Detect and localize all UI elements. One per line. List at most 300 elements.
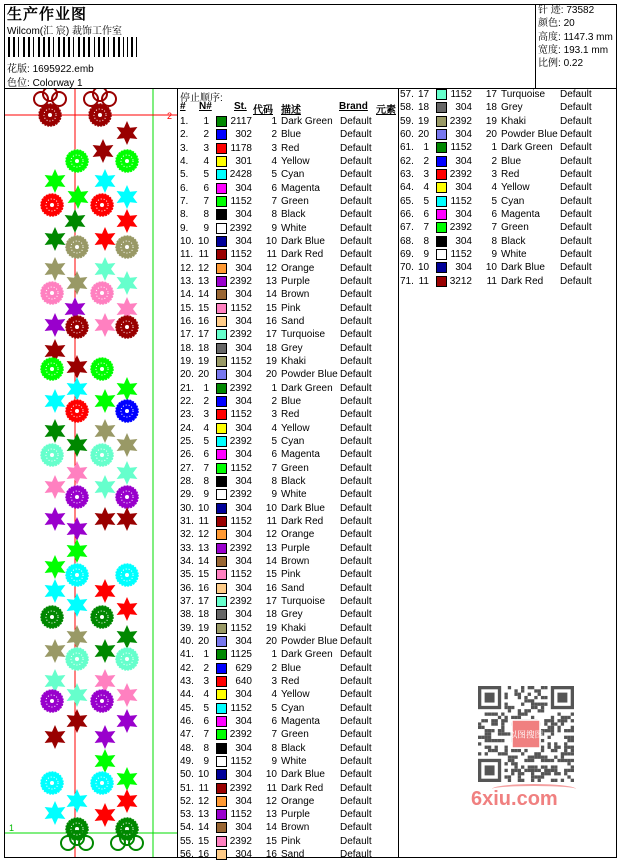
color-swatch	[216, 676, 227, 687]
table-row	[180, 355, 395, 368]
color-swatch	[216, 116, 227, 127]
qr-module	[504, 732, 507, 735]
star-motif	[117, 209, 138, 233]
stitch-count: 1152	[230, 755, 252, 767]
qr-module	[498, 739, 501, 742]
thread-brand: Default	[340, 662, 372, 674]
qr-module	[534, 703, 537, 706]
color-swatch	[436, 222, 447, 233]
qr-module	[485, 732, 488, 735]
star-motif	[117, 625, 138, 649]
stitch-count: 304	[235, 342, 252, 354]
qr-module	[538, 689, 541, 692]
thread-brand: Default	[340, 195, 372, 207]
needle-number: 9	[203, 222, 209, 234]
qr-module	[561, 756, 564, 759]
qr-module	[524, 769, 527, 772]
qr-module	[514, 693, 517, 696]
star-motif	[93, 139, 114, 163]
row-index: 28.	[180, 475, 194, 487]
star-motif	[45, 725, 66, 749]
thread-brand: Default	[560, 235, 592, 247]
qr-module	[571, 779, 574, 782]
barcode-bar	[113, 37, 115, 57]
qr-module	[538, 756, 541, 759]
needle-number: 2	[203, 395, 209, 407]
color-code: 5	[271, 169, 277, 181]
star-motif	[95, 257, 116, 281]
color-description: Green	[281, 195, 309, 207]
color-code: 12	[265, 262, 277, 274]
qr-module	[564, 716, 567, 719]
qr-module	[531, 756, 534, 759]
thread-brand: Default	[340, 395, 372, 407]
needle-number: 6	[203, 449, 209, 461]
color-code: 4	[271, 422, 277, 434]
stitch-count: 1152	[450, 195, 472, 207]
needle-number: 1	[203, 649, 209, 661]
needle-number: 4	[203, 689, 209, 701]
color-description: Dark Blue	[501, 262, 545, 274]
qr-code	[478, 686, 574, 782]
page-title: 生产作业图	[7, 6, 88, 23]
table-row	[180, 502, 395, 515]
col-header-description: 描述	[281, 105, 301, 116]
star-motif	[117, 789, 138, 813]
stat-value: 0.22	[563, 58, 584, 70]
qr-finder	[485, 765, 495, 775]
table-row	[400, 261, 615, 274]
qr-module	[504, 719, 507, 722]
qr-module	[548, 719, 551, 722]
color-code: 16	[265, 582, 277, 594]
qr-module	[518, 696, 521, 699]
qr-module	[557, 712, 560, 715]
qr-module	[528, 769, 531, 772]
preview-divider	[177, 88, 178, 858]
row-index: 19.	[180, 355, 194, 367]
row-index: 42.	[180, 662, 194, 674]
col-header-brand: Brand	[339, 101, 368, 112]
needle-number: 13	[198, 275, 210, 287]
thread-brand: Default	[340, 409, 372, 421]
embroidery-motifs	[34, 89, 143, 850]
row-index: 57.	[400, 89, 414, 100]
thread-brand: Default	[340, 782, 372, 794]
qr-module	[554, 742, 557, 745]
row-index: 52.	[180, 795, 194, 807]
qr-finder	[485, 693, 495, 703]
barcode-bar	[8, 37, 10, 57]
row-index: 10.	[180, 235, 194, 247]
table-row	[180, 435, 395, 448]
needle-number: 15	[198, 569, 210, 581]
needle-number: 6	[423, 208, 429, 220]
color-code: 8	[491, 235, 497, 247]
thread-brand: Default	[560, 115, 592, 127]
qr-module	[551, 732, 554, 735]
thread-brand: Default	[340, 795, 372, 807]
qr-module	[567, 762, 570, 765]
color-description: Orange	[281, 795, 315, 807]
color-code: 8	[271, 209, 277, 221]
color-swatch	[436, 89, 447, 100]
qr-module	[504, 746, 507, 749]
color-code: 13	[265, 542, 277, 554]
thread-brand: Default	[560, 128, 592, 140]
needle-number: 20	[418, 128, 430, 140]
qr-module	[531, 772, 534, 775]
color-swatch	[216, 783, 227, 794]
needle-number: 3	[203, 142, 209, 154]
table-row	[400, 195, 615, 208]
thread-brand: Default	[340, 635, 372, 647]
qr-module	[531, 775, 534, 778]
thread-brand: Default	[340, 369, 372, 381]
qr-module	[514, 689, 517, 692]
rosette-motif	[91, 282, 113, 304]
star-motif	[67, 789, 88, 813]
needle-number: 8	[203, 209, 209, 221]
color-code: 1	[271, 382, 277, 394]
needle-number: 20	[198, 635, 210, 647]
row-index: 60.	[400, 128, 414, 140]
color-description: Black	[281, 209, 306, 221]
thread-brand: Default	[340, 729, 372, 741]
star-motif	[95, 169, 116, 193]
color-swatch	[436, 129, 447, 140]
table-row	[180, 835, 395, 848]
needle-number: 17	[198, 595, 210, 607]
qr-module	[485, 736, 488, 739]
color-code: 14	[265, 822, 277, 834]
qr-module	[498, 732, 501, 735]
qr-module	[521, 703, 524, 706]
qr-module	[538, 752, 541, 755]
table-row	[180, 302, 395, 315]
table-row	[180, 395, 395, 408]
qr-module	[485, 746, 488, 749]
barcode-bar	[63, 37, 65, 57]
qr-module	[511, 749, 514, 752]
color-description: Sand	[281, 582, 305, 594]
color-swatch	[216, 503, 227, 514]
stitch-count: 2392	[229, 222, 252, 234]
thread-brand: Default	[340, 809, 372, 821]
qr-module	[528, 759, 531, 762]
color-description: Green	[501, 222, 529, 234]
row-index: 6.	[180, 182, 189, 194]
stitch-count: 1178	[230, 142, 252, 154]
table-row	[180, 702, 395, 715]
thread-brand: Default	[340, 116, 372, 127]
needle-number: 16	[198, 315, 210, 327]
qr-module	[518, 693, 521, 696]
stitch-count: 2392	[229, 435, 252, 447]
row-index: 34.	[180, 555, 194, 567]
needle-number: 10	[198, 502, 210, 514]
color-code: 19	[265, 355, 277, 367]
qr-module	[567, 759, 570, 762]
color-swatch	[436, 276, 447, 287]
color-swatch	[216, 169, 227, 180]
thread-brand: Default	[340, 822, 372, 834]
qr-module	[524, 709, 527, 712]
rosette-motif	[116, 648, 138, 670]
thread-brand: Default	[340, 435, 372, 447]
star-motif	[95, 749, 116, 773]
row-index: 41.	[180, 649, 194, 661]
needle-number: 18	[198, 609, 210, 621]
row-index: 59.	[400, 115, 414, 127]
table-row	[180, 528, 395, 541]
barcode-bar	[58, 37, 60, 57]
qr-module	[544, 729, 547, 732]
stitch-count: 1152	[230, 515, 252, 527]
thread-brand: Default	[560, 89, 592, 100]
thread-brand: Default	[340, 315, 372, 327]
thread-brand: Default	[560, 182, 592, 194]
thread-brand: Default	[340, 835, 372, 847]
rosette-motif	[41, 772, 63, 794]
star-motif	[45, 313, 66, 337]
color-swatch	[216, 223, 227, 234]
color-swatch	[216, 569, 227, 580]
qr-module	[538, 709, 541, 712]
qr-module	[541, 775, 544, 778]
stitch-count: 304	[455, 128, 472, 140]
colorway	[7, 74, 83, 89]
qr-module	[541, 686, 544, 689]
color-swatch	[216, 289, 227, 300]
color-swatch	[436, 209, 447, 220]
table-row	[180, 582, 395, 595]
table-row	[180, 328, 395, 341]
row-index: 8.	[180, 209, 189, 221]
color-swatch	[216, 409, 227, 420]
color-code: 11	[266, 782, 277, 794]
qr-module	[548, 729, 551, 732]
qr-module	[524, 699, 527, 702]
color-code: 5	[271, 702, 277, 714]
table-row	[180, 128, 395, 141]
barcode-bar	[43, 37, 45, 57]
stitch-count: 304	[455, 182, 472, 194]
thread-brand: Default	[340, 675, 372, 687]
color-swatch	[436, 142, 447, 153]
row-index: 64.	[400, 182, 414, 194]
barcode-bar	[18, 37, 19, 57]
color-code: 1	[491, 142, 497, 154]
color-code: 7	[271, 729, 277, 741]
row-index: 53.	[180, 809, 194, 821]
barcode-bar	[98, 37, 100, 57]
qr-module	[571, 736, 574, 739]
qr-module	[508, 686, 511, 689]
row-index: 4.	[180, 155, 189, 167]
thread-brand: Default	[340, 489, 372, 501]
stitch-count: 304	[455, 102, 472, 114]
star-motif	[95, 803, 116, 827]
color-swatch	[216, 303, 227, 314]
table-row	[180, 195, 395, 208]
needle-number: 13	[198, 809, 210, 821]
color-swatch	[216, 396, 227, 407]
qr-module	[538, 769, 541, 772]
color-description: Brown	[281, 555, 310, 567]
color-code: 15	[265, 302, 277, 314]
table-row	[180, 235, 395, 248]
color-swatch	[216, 236, 227, 247]
stitch-count: 1152	[230, 249, 252, 261]
row-index: 27.	[180, 462, 194, 474]
thread-brand: Default	[560, 262, 592, 274]
stitch-count: 304	[235, 795, 252, 807]
table-row	[180, 288, 395, 301]
row-index: 62.	[400, 155, 414, 167]
qr-module	[538, 779, 541, 782]
needle-number: 1	[203, 116, 209, 127]
design-preview	[5, 89, 177, 857]
table-row	[180, 515, 395, 528]
color-description: White	[501, 248, 527, 260]
color-code: 15	[265, 569, 277, 581]
thread-brand: Default	[340, 542, 372, 554]
color-code: 11	[266, 249, 277, 261]
stat-label: 比例:	[538, 58, 561, 70]
rosette-motif	[66, 648, 88, 670]
rosette-motif	[91, 690, 113, 712]
thread-brand: Default	[340, 689, 372, 701]
needle-number: 11	[198, 515, 209, 527]
stitch-count: 1152	[450, 142, 472, 154]
color-code: 3	[271, 409, 277, 421]
needle-number: 4	[423, 182, 429, 194]
barcode-bar	[131, 37, 133, 57]
color-code: 20	[485, 128, 497, 140]
row-index: 1.	[180, 116, 189, 127]
color-swatch	[436, 249, 447, 260]
color-description: Red	[281, 675, 300, 687]
qr-module	[561, 719, 564, 722]
color-code: 11	[486, 275, 497, 287]
qr-module	[567, 736, 570, 739]
qr-module	[491, 719, 494, 722]
stat-label: 宽度:	[538, 44, 561, 56]
qr-module	[495, 719, 498, 722]
row-index: 7.	[180, 195, 189, 207]
star-motif	[45, 801, 66, 825]
color-swatch	[216, 343, 227, 354]
qr-module	[538, 693, 541, 696]
needle-number: 11	[198, 249, 209, 261]
table-row	[180, 155, 395, 168]
thread-brand: Default	[560, 248, 592, 260]
star-motif	[117, 597, 138, 621]
row-index: 33.	[180, 542, 194, 554]
table-row	[400, 168, 615, 181]
qr-module	[501, 722, 504, 725]
needle-number: 9	[203, 755, 209, 767]
qr-module	[514, 756, 517, 759]
qr-module	[518, 769, 521, 772]
stat-label: 针 迹:	[538, 5, 564, 16]
star-motif	[67, 461, 88, 485]
table-row	[180, 368, 395, 381]
col-header-stitches: St.	[234, 101, 247, 112]
qr-module	[511, 716, 514, 719]
color-description: Blue	[501, 155, 522, 167]
qr-module	[561, 722, 564, 725]
qr-module	[528, 686, 531, 689]
stitch-count: 304	[235, 769, 252, 781]
row-index: 48.	[180, 742, 194, 754]
qr-module	[571, 759, 574, 762]
color-code: 6	[491, 208, 497, 220]
color-description: Cyan	[281, 702, 305, 714]
color-description: Dark Green	[281, 116, 333, 127]
color-description: Grey	[281, 609, 303, 621]
qr-module	[571, 719, 574, 722]
rosette-motif	[66, 316, 88, 338]
thread-brand: Default	[340, 529, 372, 541]
needle-number: 18	[418, 102, 430, 114]
star-motif	[45, 257, 66, 281]
stat-colors	[538, 17, 613, 30]
qr-module	[528, 693, 531, 696]
stitch-count: 2392	[449, 222, 472, 234]
qr-module	[551, 765, 554, 768]
row-index: 26.	[180, 449, 194, 461]
stat-label: 颜色:	[538, 18, 561, 30]
color-description: Pink	[281, 569, 301, 581]
qr-module	[485, 739, 488, 742]
color-description: Orange	[281, 262, 315, 274]
stitch-count: 3212	[449, 275, 472, 287]
end-marker: 2	[167, 111, 173, 121]
qr-watermark-area	[470, 680, 582, 810]
needle-number: 7	[203, 729, 209, 741]
table-row	[400, 115, 615, 128]
stitch-count: 304	[235, 475, 252, 487]
qr-module	[531, 706, 534, 709]
star-motif	[117, 121, 138, 145]
qr-module	[478, 736, 481, 739]
color-code: 18	[265, 342, 277, 354]
qr-module	[551, 726, 554, 729]
stitch-count: 2392	[449, 115, 472, 127]
color-swatch	[436, 196, 447, 207]
rosette-motif	[41, 606, 63, 628]
color-swatch	[216, 356, 227, 367]
qr-module	[504, 696, 507, 699]
stitch-count: 304	[235, 635, 252, 647]
star-motif	[117, 709, 138, 733]
rosette-motif	[41, 282, 63, 304]
color-code: 5	[271, 435, 277, 447]
table-row	[180, 715, 395, 728]
color-swatch	[436, 116, 447, 127]
table-row	[180, 275, 395, 288]
color-code: 18	[265, 609, 277, 621]
row-index: 50.	[180, 769, 194, 781]
row-index: 13.	[180, 275, 194, 287]
barcode-bar	[78, 37, 80, 57]
barcode-bar	[83, 37, 85, 57]
needle-number: 12	[198, 795, 210, 807]
needle-number: 4	[203, 422, 209, 434]
qr-module	[521, 779, 524, 782]
